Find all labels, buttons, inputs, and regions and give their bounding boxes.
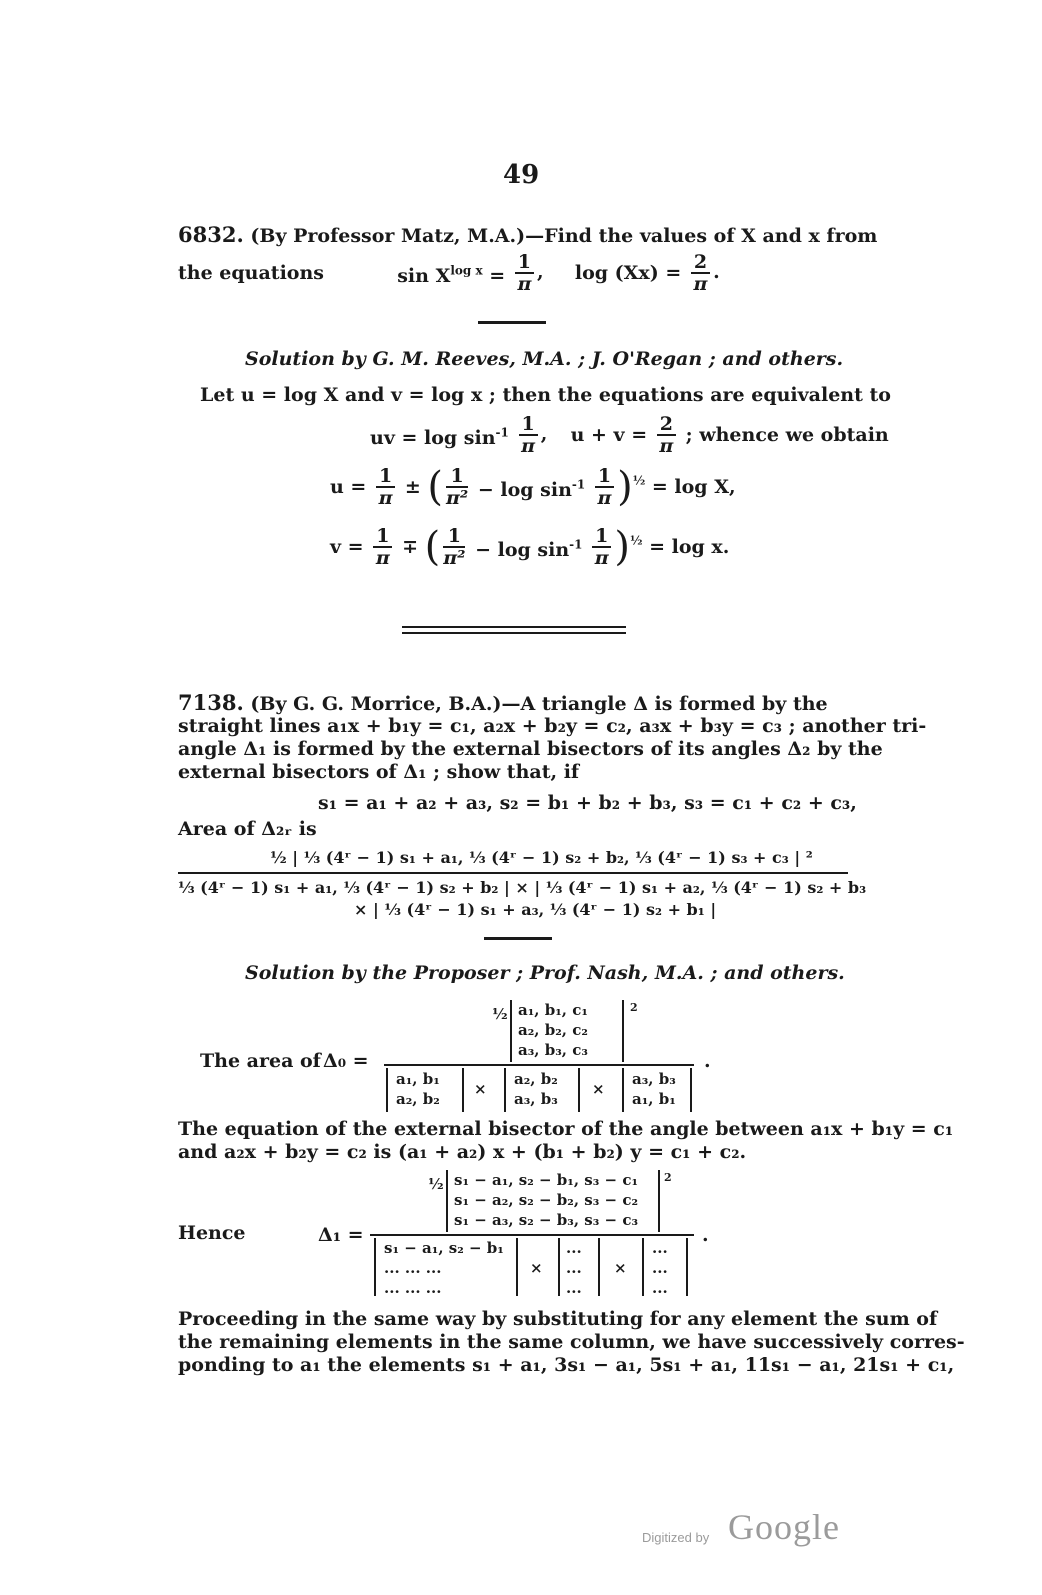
hence-label: Hence: [178, 1222, 246, 1244]
area0-fraction-bar: [384, 1064, 694, 1066]
google-logo: Google: [728, 1507, 840, 1547]
solution-v-equation: v = $\frac{1}{\pi}$ ∓ ( $\frac{1}{\text{π²}}$ − $\log \sin^{-1}$ $\frac{1}{\pi}$ )$^{\frac{1}{2}}$ = log x.: [330, 524, 730, 570]
solution-u-equation: u = $\frac{1}{\pi}$ ± ( $\frac{1}{\text{π²}}$ − $\log \sin^{-1}$ $\frac{1}{\pi}$ )$^{\frac{1}{2}}$ = log X,: [330, 464, 736, 510]
det-bar-right: [622, 1000, 624, 1062]
det-delta1-second: ... ... ...: [566, 1239, 582, 1297]
question-7138-line3: angle Δ₁ is formed by the external bisectors of its angles Δ₂ by the: [178, 738, 883, 760]
question-6832-line1: [178, 224, 877, 247]
area0-label: The area of: [200, 1050, 321, 1072]
times-sign: ×: [592, 1080, 605, 1098]
square-exponent: 2: [664, 1171, 672, 1184]
bisector-line2: and a₂x + b₂y = c₂ is (a₁ + a₂) x + (b₁ + b₂) y = c₁ + c₂.: [178, 1141, 747, 1163]
half-coefficient: ½: [428, 1175, 444, 1193]
question-7138-line2: straight lines a₁x + b₁y = c₁, a₂x + b₂y = c₂, a₃x + b₃y = c₃ ; another tri-: [178, 715, 927, 737]
delta1-symbol: Δ₁ =: [318, 1224, 364, 1246]
det-a1b1-a2b2: a₁, b₁ a₂, b₂: [396, 1070, 440, 1108]
big-fraction-denominator-2: × | ⅓ (4ʳ − 1) s₁ + a₃, ⅓ (4ʳ − 1) s₂ + b₁ |: [354, 900, 717, 919]
solution-heading-6832: Solution by G. M. Reeves, M.A. ; J. O'Regan ; and others.: [245, 348, 844, 370]
proceeding-line1: Proceeding in the same way by substituting for any element the sum of: [178, 1308, 938, 1330]
question-7138-line1: 7138. (By G. G. Morrice, B.A.)—A triangle Δ is formed by the: [178, 690, 828, 715]
equation-1: $\sin X^{log x}$ =: [397, 263, 512, 287]
det-delta1-first: s₁ − a₁, s₂ − b₁ ... ... ... ... ... ...: [384, 1239, 504, 1297]
det-delta1-third: ... ... ...: [652, 1239, 668, 1297]
fraction-1-over-pi: $\frac{1}{\pi}$: [515, 252, 534, 294]
det-a2b2-a3b3: a₂, b₂ a₃, b₃: [514, 1070, 558, 1108]
fraction-2-over-pi: $\frac{2}{\pi}$: [691, 252, 710, 294]
matrix-0: a₁, b₁, c₁ a₂, b₂, c₂ a₃, b₃, c₃: [518, 1001, 588, 1059]
proceeding-line3: ponding to a₁ the elements s₁ + a₁, 3s₁ − a₁, 5s₁ + a₁, 11s₁ − a₁, 21s₁ + c₁,: [178, 1354, 955, 1376]
delta1-fraction-bar: [370, 1234, 694, 1236]
big-fraction-denominator-1: ⅓ (4ʳ − 1) s₁ + a₁, ⅓ (4ʳ − 1) s₂ + b₂ | × | ⅓ (4ʳ − 1) s₁ + a₂, ⅓ (4ʳ − 1) s₂ + b₃: [178, 878, 867, 897]
question-number: 6832.: [178, 222, 244, 247]
big-fraction-numerator: ½ | ⅓ (4ʳ − 1) s₁ + a₁, ⅓ (4ʳ − 1) s₂ + b₂, ⅓ (4ʳ − 1) s₃ + c₃ | ²: [270, 848, 813, 867]
det-a3b3-a1b1: a₃, b₃ a₁, b₁: [632, 1070, 676, 1108]
solution-6832-line2: uv = $\log \sin^{-1}$ $\frac{1}{\pi}$ , u + v = $\frac{2}{\pi}$ ; whence we obtain: [370, 413, 889, 457]
double-rule-bottom: [402, 632, 626, 634]
times-sign: ×: [530, 1259, 543, 1277]
half-coefficient: ½: [492, 1005, 508, 1023]
double-rule-top: [402, 626, 626, 628]
times-sign: ×: [614, 1259, 627, 1277]
proceeding-line2: the remaining elements in the same column, we have successively corres-: [178, 1331, 965, 1353]
s-definitions: s₁ = a₁ + a₂ + a₃, s₂ = b₁ + b₂ + b₃, s₃ = c₁ + c₂ + c₃,: [318, 792, 857, 814]
digitized-by-label: Digitized by: [642, 1530, 710, 1545]
matrix-1: s₁ − a₁, s₂ − b₁, s₃ − c₁ s₁ − a₂, s₂ − b₂, s₃ − c₂ s₁ − a₃, s₂ − b₃, s₃ − c₃: [454, 1171, 639, 1229]
short-divider: [478, 321, 546, 324]
big-fraction-bar: [178, 872, 848, 874]
area-label: Area of Δ₂ᵣ is: [178, 818, 317, 840]
question-intro: (By Professor Matz, M.A.)—Find the values of X and x from: [250, 225, 878, 247]
times-sign: ×: [474, 1080, 487, 1098]
short-divider: [484, 937, 552, 940]
det-bar-left: [510, 1000, 512, 1062]
solution-heading-7138: Solution by the Proposer ; Prof. Nash, M.A. ; and others.: [245, 962, 845, 984]
question-7138-line4: external bisectors of Δ₁ ; show that, if: [178, 761, 580, 783]
equation-2: log (Xx) =: [574, 262, 682, 284]
page-number: 49: [503, 160, 540, 190]
equations-lead: the equations: [178, 262, 324, 284]
square-exponent: 2: [630, 1001, 638, 1014]
area0-symbol: Δ₀ =: [323, 1050, 369, 1072]
question-number: 7138.: [178, 690, 244, 715]
question-6832-equations: the equations $\sin X^{log x}$ = $\frac{1}{\pi}$ , log (Xx) = $\frac{2}{\pi}$ .: [178, 251, 720, 295]
bisector-line1: The equation of the external bisector of the angle between a₁x + b₁y = c₁: [178, 1118, 954, 1140]
solution-6832-line1: Let u = log X and v = log x ; then the equations are equivalent to: [200, 384, 891, 406]
